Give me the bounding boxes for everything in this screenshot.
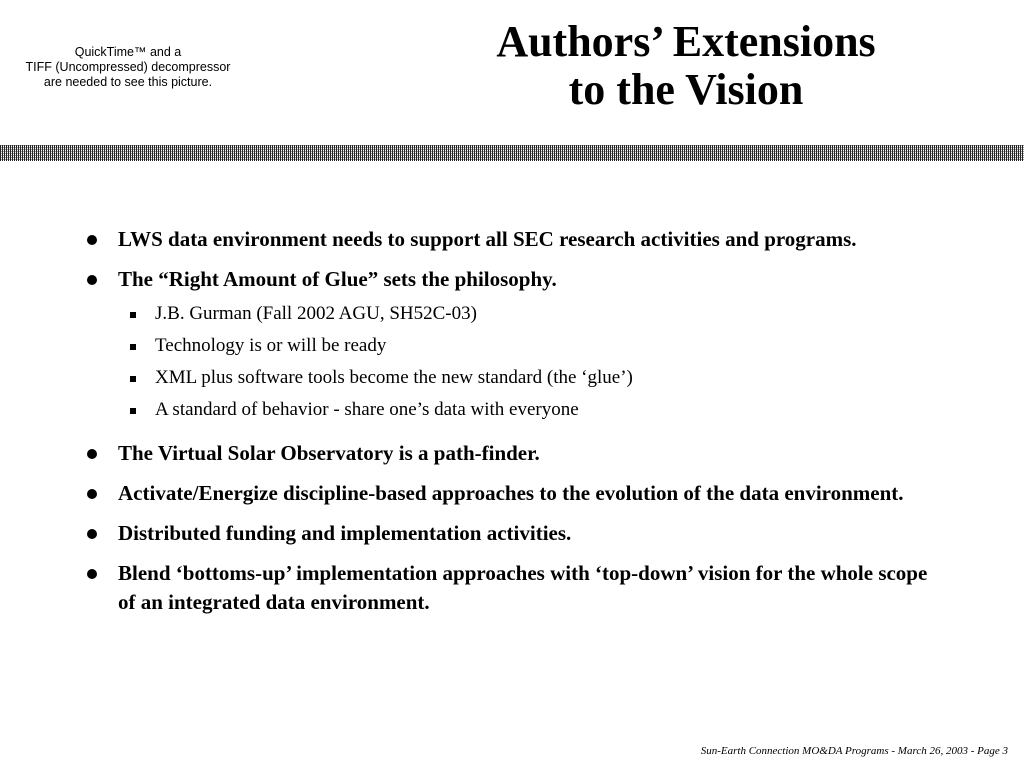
bullet-item: LWS data environment needs to support all SEC research activities and programs. — [84, 225, 944, 254]
bullet-item: Activate/Energize discipline-based approaches to the evolution of the data environment. — [84, 479, 944, 508]
quicktime-placeholder — [0, 45, 256, 90]
bullet-item: The “Right Amount of Glue” sets the philosophy. — [84, 265, 944, 294]
slide-title-line: Authors’ Extensions — [496, 17, 876, 66]
bullet-item: Distributed funding and implementation activities. — [84, 519, 944, 548]
slide-footer: Sun-Earth Connection MO&DA Programs - March 26, 2003 - Page 3 — [700, 745, 1008, 757]
quicktime-notice-line: are needed to see this picture. — [43, 75, 213, 89]
bullet-item: The Virtual Solar Observatory is a path-finder. — [84, 439, 944, 468]
bullet-item: Blend ‘bottoms-up’ implementation approaches with ‘top-down’ vision for the whole scope of an integrated data environment. — [84, 559, 944, 617]
slide-title-line: to the Vision — [568, 65, 804, 114]
quicktime-notice-line: QuickTime™ and a — [74, 45, 182, 59]
sub-bullet-item: J.B. Gurman (Fall 2002 AGU, SH52C-03) — [84, 298, 944, 330]
quicktime-notice-line: TIFF (Uncompressed) decompressor — [25, 60, 231, 74]
sub-bullet-item: A standard of behavior - share one’s data with everyone — [84, 394, 944, 426]
title-divider — [0, 145, 1024, 161]
sub-bullet-item: Technology is or will be ready — [84, 330, 944, 362]
slide-title — [380, 18, 992, 114]
sub-bullet-item: XML plus software tools become the new standard (the ‘glue’) — [84, 362, 944, 394]
sub-bullet-list — [84, 298, 944, 426]
bullet-list — [84, 225, 944, 628]
